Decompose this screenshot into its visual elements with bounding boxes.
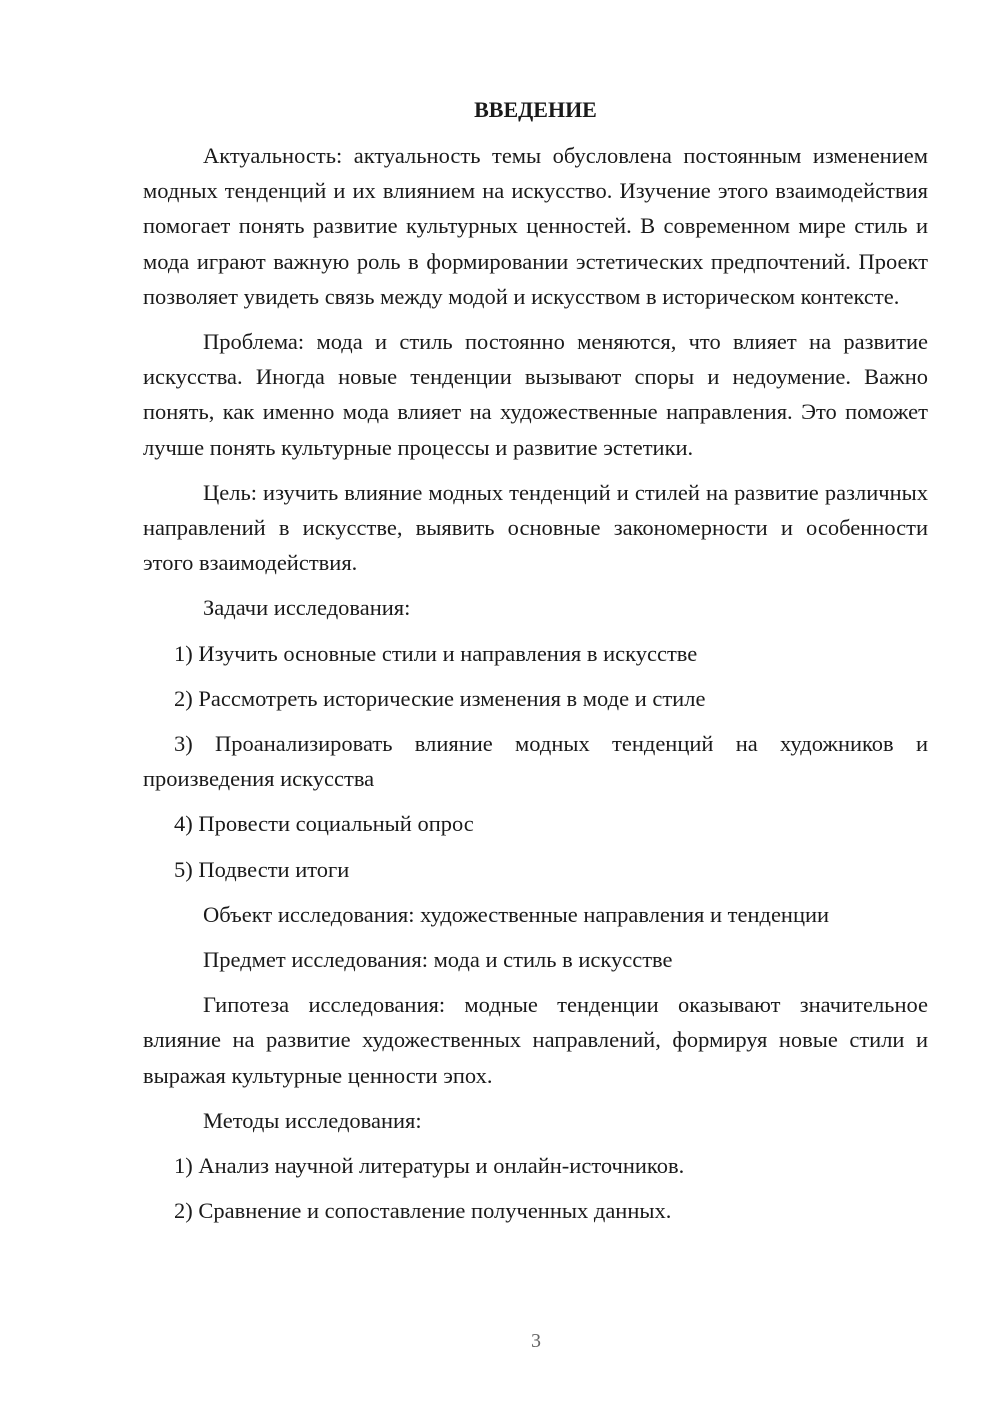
task-item-2: 2) Рассмотреть исторические изменения в моде и стиле: [174, 685, 706, 711]
page-body: [143, 92, 928, 1238]
method-item-2: 2) Сравнение и сопоставление полученных данных.: [174, 1198, 672, 1224]
task-item-3: 3) Проанализировать влияние модных тенденций на художников и произведения искусства: [143, 731, 928, 792]
methods-title: Методы исследования:: [203, 1107, 422, 1133]
hypothesis-paragraph: Гипотеза исследования: модные тенденции оказывают значительное влияние на развитие художественных направлений, формируя новые стили и выражая культурные ценности эпох.: [143, 992, 928, 1088]
task-item-1: 1) Изучить основные стили и направления в искусстве: [174, 640, 698, 666]
section-heading: ВВЕДЕНИЕ: [474, 97, 597, 122]
task-item-4: 4) Провести социальный опрос: [174, 811, 474, 837]
method-item-1: 1) Анализ научной литературы и онлайн-источников.: [174, 1153, 685, 1179]
task-item-5: 5) Подвести итоги: [174, 856, 350, 882]
relevance-paragraph: Актуальность: актуальность темы обусловлена постоянным изменением модных тенденций и их влиянием на искусство. Изучение этого взаимодействия помогает понять развитие культурных ценностей. В современном мире стиль и мода играют важную роль в формировании эстетических предпочтений. Проект позволяет увидеть связь между модой и искусством в историческом контексте.: [143, 143, 928, 309]
tasks-title: Задачи исследования:: [203, 595, 411, 621]
problem-paragraph: Проблема: мода и стиль постоянно меняются, что влияет на развитие искусства. Иногда новые тенденции вызывают споры и недоумение. Важно понять, как именно мода влияет на художественные направления. Это поможет лучше понять культурные процессы и развитие эстетики.: [143, 329, 928, 460]
subject-paragraph: Предмет исследования: мода и стиль в искусстве: [203, 947, 673, 973]
page-number: 3: [531, 1330, 541, 1352]
object-paragraph: Объект исследования: художественные направления и тенденции: [203, 901, 830, 927]
goal-paragraph: Цель: изучить влияние модных тенденций и стилей на развитие различных направлений в искусстве, выявить основные закономерности и особенности этого взаимодействия.: [143, 479, 928, 576]
